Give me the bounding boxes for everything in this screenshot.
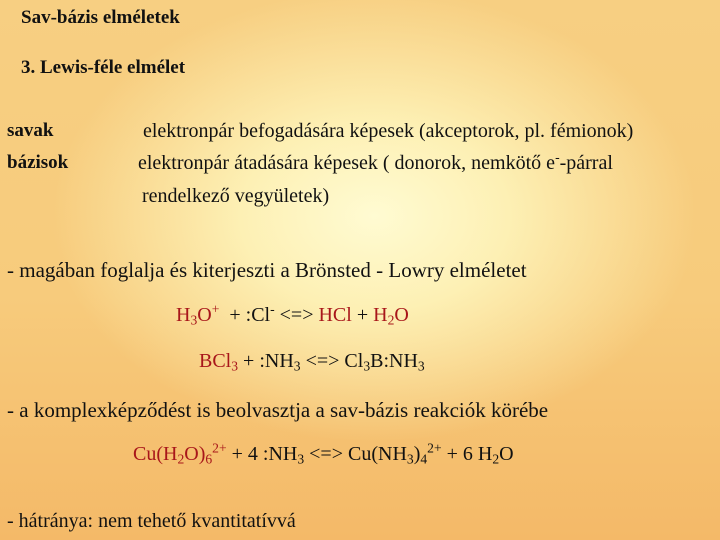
eq2-mid2: <=> Cl	[300, 350, 364, 372]
equation-hydronium	[176, 301, 409, 328]
eq3-close: )	[413, 443, 421, 465]
bullet-point-2: - a komplexképződést is beolvasztja a sav-bázis reakciók körébe	[7, 398, 549, 422]
copper-aqua-complex: $Cu(H_2O)_6^{2+}$	[133, 440, 227, 467]
eq3-charge: 2+	[427, 440, 442, 456]
eq3-h2o-sub: 2	[492, 451, 500, 467]
bullet-point-1: - magában foglalja és kiterjeszti a Brönsted - Lowry elméletet	[7, 258, 527, 282]
electron-charge-sup: -	[555, 149, 560, 165]
eq2-mid3: B:NH	[370, 350, 418, 372]
eq3-nh3-sub: 3	[297, 451, 305, 467]
definition-acids: elektronpár befogadására képesek (akceptorok, pl. fémionok)	[143, 120, 634, 142]
bullet-point-3: - hátránya: nem tehető kvantitatívvá	[7, 510, 296, 532]
equation-boron-trichloride	[199, 350, 425, 373]
cl3-sub: 3	[363, 358, 371, 374]
eq3-mid3: + 6 H	[441, 443, 493, 465]
eq3-mid2: <=> Cu(NH	[304, 443, 407, 465]
definition-bases-line2: rendelkező vegyületek)	[142, 185, 330, 207]
nh3-sub-2: 3	[417, 358, 425, 374]
chloride-charge: -	[270, 301, 275, 317]
nh3-sub: 3	[293, 358, 301, 374]
equation-copper-complex	[133, 440, 514, 467]
eq1-plus-2: +	[351, 304, 374, 326]
term-acids: savak	[7, 120, 54, 141]
definition-bases	[138, 149, 613, 175]
definition-bases-text: elektronpár átadására képesek ( donorok, nemkötő e	[138, 152, 556, 174]
eq2-mid1: + :NH	[238, 350, 294, 372]
definition-bases-text-end: -párral	[559, 152, 613, 174]
h3o-formula: $H_3O^+$	[176, 301, 220, 328]
eq3-mid1: + 4 :NH	[226, 443, 298, 465]
eq3-o-end: O	[499, 443, 514, 465]
eq1-plus: + :Cl	[219, 304, 271, 326]
term-bases: bázisok	[7, 152, 69, 173]
hcl-formula: HCl	[318, 304, 352, 326]
bcl3-formula: BCl$_3$	[199, 350, 239, 374]
section-subtitle: 3. Lewis-féle elmélet	[21, 57, 186, 78]
eq3-nh3-sub-2: 3	[406, 451, 414, 467]
eq3-four-sub: 4	[420, 451, 428, 467]
eq1-arrow: <=>	[274, 304, 319, 326]
slide-title: Sav-bázis elméletek	[21, 7, 180, 28]
h2o-formula: $H_2O$	[373, 304, 409, 328]
